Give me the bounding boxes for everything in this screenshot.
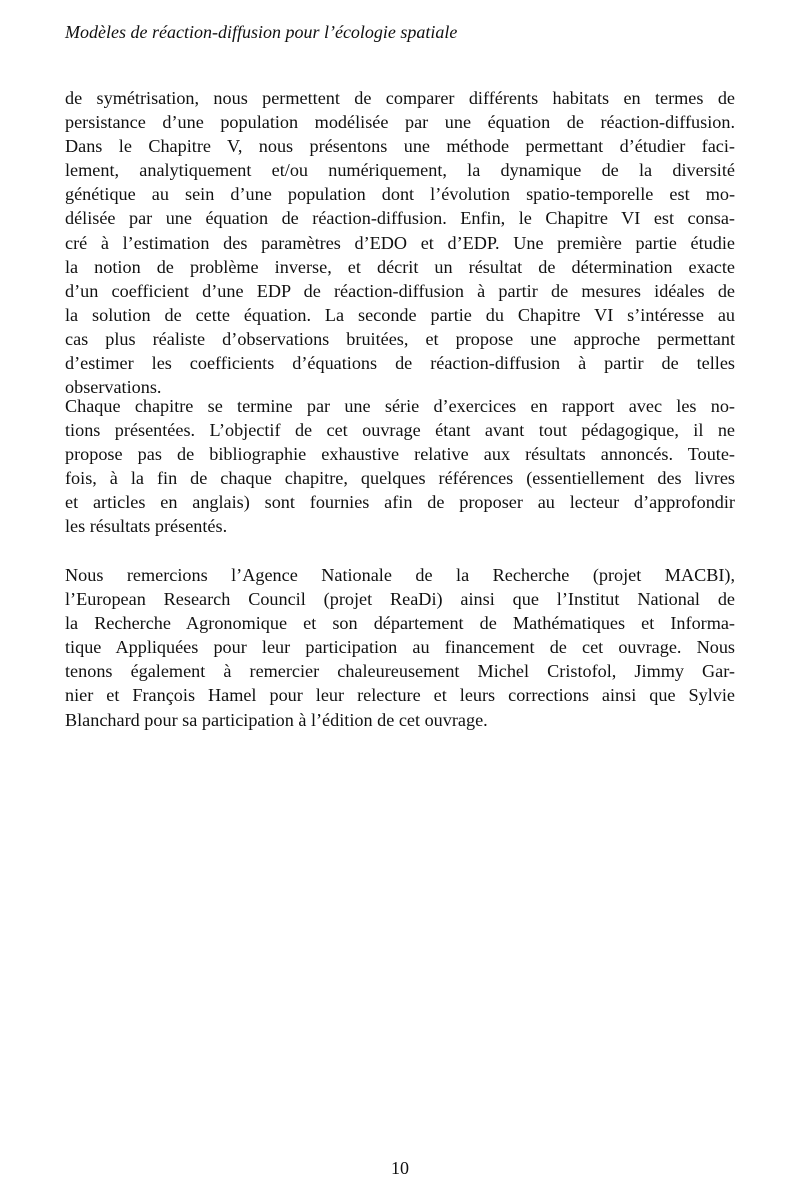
text-line: tions présentées. L’objectif de cet ouvrage étant avant tout pédagogique, il ne: [65, 420, 735, 441]
text-line: propose pas de bibliographie exhaustive relative aux résultats annoncés. Toute-: [65, 444, 735, 465]
text-line: Dans le Chapitre V, nous présentons une méthode permettant d’étudier faci-: [65, 136, 735, 157]
paragraph-acknowledgements: [65, 563, 735, 732]
page-number: 10: [391, 1158, 409, 1178]
text-line: Nous remercions l’Agence Nationale de la Recherche (projet MACBI),: [65, 565, 735, 585]
text-line: cas plus réaliste d’observations bruitées, et propose une approche permettant: [65, 328, 735, 349]
text-line: la solution de cette équation. La seconde partie du Chapitre VI s’intéresse au: [65, 304, 735, 325]
text-line: persistance d’une population modélisée par une équation de réaction-diffusion.: [65, 112, 735, 133]
text-line: Blanchard pour sa participation à l’édition de cet ouvrage.: [65, 709, 488, 730]
text-line: tique Appliquées pour leur participation au financement de cet ouvrage. Nous: [65, 637, 735, 658]
text-line: tenons également à remercier chaleureusement Michel Cristofol, Jimmy Gar-: [65, 661, 735, 682]
text-line: d’un coefficient d’une EDP de réaction-diffusion à partir de mesures idéales de: [65, 280, 735, 301]
text-line: l’European Research Council (projet ReaDi) ainsi que l’Institut National de: [65, 589, 735, 610]
text-line: lement, analytiquement et/ou numériquement, la dynamique de la diversité: [65, 160, 735, 181]
text-line: d’estimer les coefficients d’équations de réaction-diffusion à partir de telles: [65, 353, 735, 374]
paragraph-chapter-summary: [65, 86, 735, 399]
paragraph-exercises: [65, 394, 735, 539]
text-line: de symétrisation, nous permettent de comparer différents habitats en termes de: [65, 88, 735, 108]
text-line: cré à l’estimation des paramètres d’EDO et d’EDP. Une première partie étudie: [65, 232, 735, 253]
text-line: nier et François Hamel pour leur relecture et leurs corrections ainsi que Sylvie: [65, 685, 735, 706]
text-line: la Recherche Agronomique et son département de Mathématiques et Informa-: [65, 613, 735, 634]
text-line: et articles en anglais) sont fournies afin de proposer au lecteur d’approfondir: [65, 492, 735, 513]
text-line: les résultats présentés.: [65, 516, 228, 537]
text-line: fois, à la fin de chaque chapitre, quelques références (essentiellement des livres: [65, 468, 735, 489]
running-header: Modèles de réaction-diffusion pour l’écologie spatiale: [65, 22, 458, 42]
text-line: génétique au sein d’une population dont l’évolution spatio-temporelle est mo-: [65, 184, 735, 205]
text-line: observations.: [65, 377, 162, 398]
text-line: Chaque chapitre se termine par une série d’exercices en rapport avec les no-: [65, 396, 735, 416]
text-line: délisée par une équation de réaction-diffusion. Enfin, le Chapitre VI est consa-: [65, 208, 735, 229]
text-line: la notion de problème inverse, et décrit un résultat de détermination exacte: [65, 256, 735, 277]
